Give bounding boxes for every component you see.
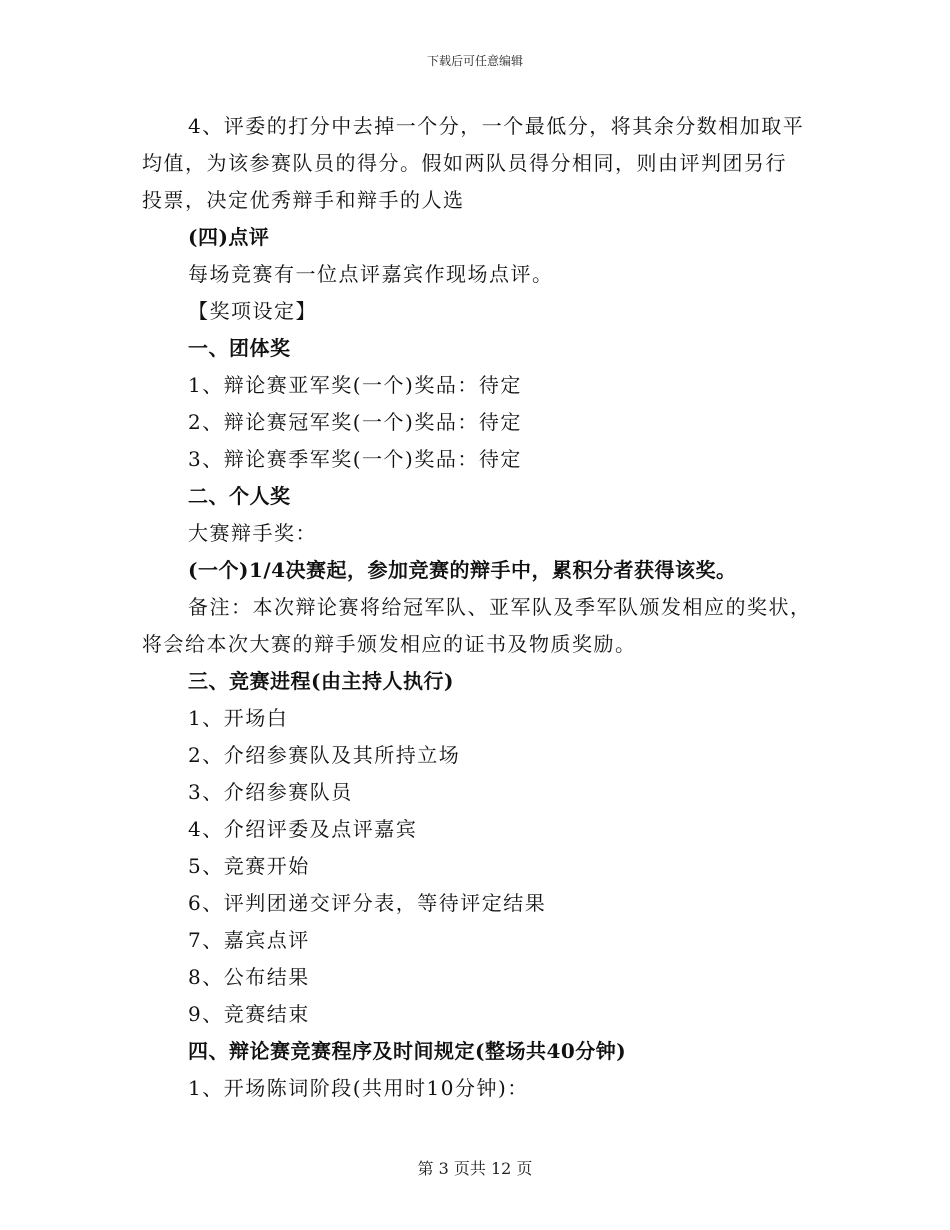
page-header: 下载后可任意编辑: [426, 54, 523, 68]
team-award-item: 2、辩论赛冠军奖(一个)奖品：待定: [188, 410, 522, 434]
paragraph-line: 投票，决定优秀辩手和辩手的人选: [142, 188, 465, 212]
paragraph-line: 4、评委的打分中去掉一个分，一个最低分，将其余分数相加取平: [188, 114, 805, 138]
document-body: [142, 108, 814, 1107]
process-item: 4、介绍评委及点评嘉宾: [188, 817, 418, 841]
note-line: 备注：本次辩论赛将给冠军队、亚军队及季军队颁发相应的奖状，: [188, 595, 812, 619]
page-footer: 第 3 页共 12 页: [417, 1159, 533, 1178]
review-text: 每场竞赛有一位点评嘉宾作现场点评。: [188, 262, 554, 286]
procedure-heading: 四、辩论赛竞赛程序及时间规定(整场共40分钟): [188, 1039, 627, 1063]
process-item: 6、评判团递交评分表，等待评定结果: [188, 891, 547, 915]
process-item: 9、竞赛结束: [188, 1002, 310, 1026]
process-heading: 三、竞赛进程(由主持人执行): [188, 669, 454, 693]
procedure-item: 1、开场陈词阶段(共用时10分钟)：: [188, 1076, 529, 1100]
paragraph-line: 均值，为该参赛队员的得分。假如两队员得分相同，则由评判团另行: [142, 151, 787, 175]
individual-award-rule: (一个)1/4决赛起，参加竞赛的辩手中，累积分者获得该奖。: [188, 558, 737, 582]
process-item: 1、开场白: [188, 706, 289, 730]
individual-award-name: 大赛辩手奖：: [188, 521, 317, 545]
individual-award-heading: 二、个人奖: [188, 484, 291, 508]
note-line: 将会给本次大赛的辩手颁发相应的证书及物质奖励。: [142, 632, 637, 656]
process-item: 3、介绍参赛队员: [188, 780, 353, 804]
process-item: 7、嘉宾点评: [188, 928, 310, 952]
process-item: 2、介绍参赛队及其所持立场: [188, 743, 461, 767]
process-item: 5、竞赛开始: [188, 854, 310, 878]
team-award-item: 1、辩论赛亚军奖(一个)奖品：待定: [188, 373, 522, 397]
section-heading-review: (四)点评: [188, 225, 270, 249]
process-item: 8、公布结果: [188, 965, 310, 989]
team-award-heading: 一、团体奖: [188, 336, 291, 360]
team-award-item: 3、辩论赛季军奖(一个)奖品：待定: [188, 447, 522, 471]
awards-heading: 【奖项设定】: [188, 299, 317, 323]
